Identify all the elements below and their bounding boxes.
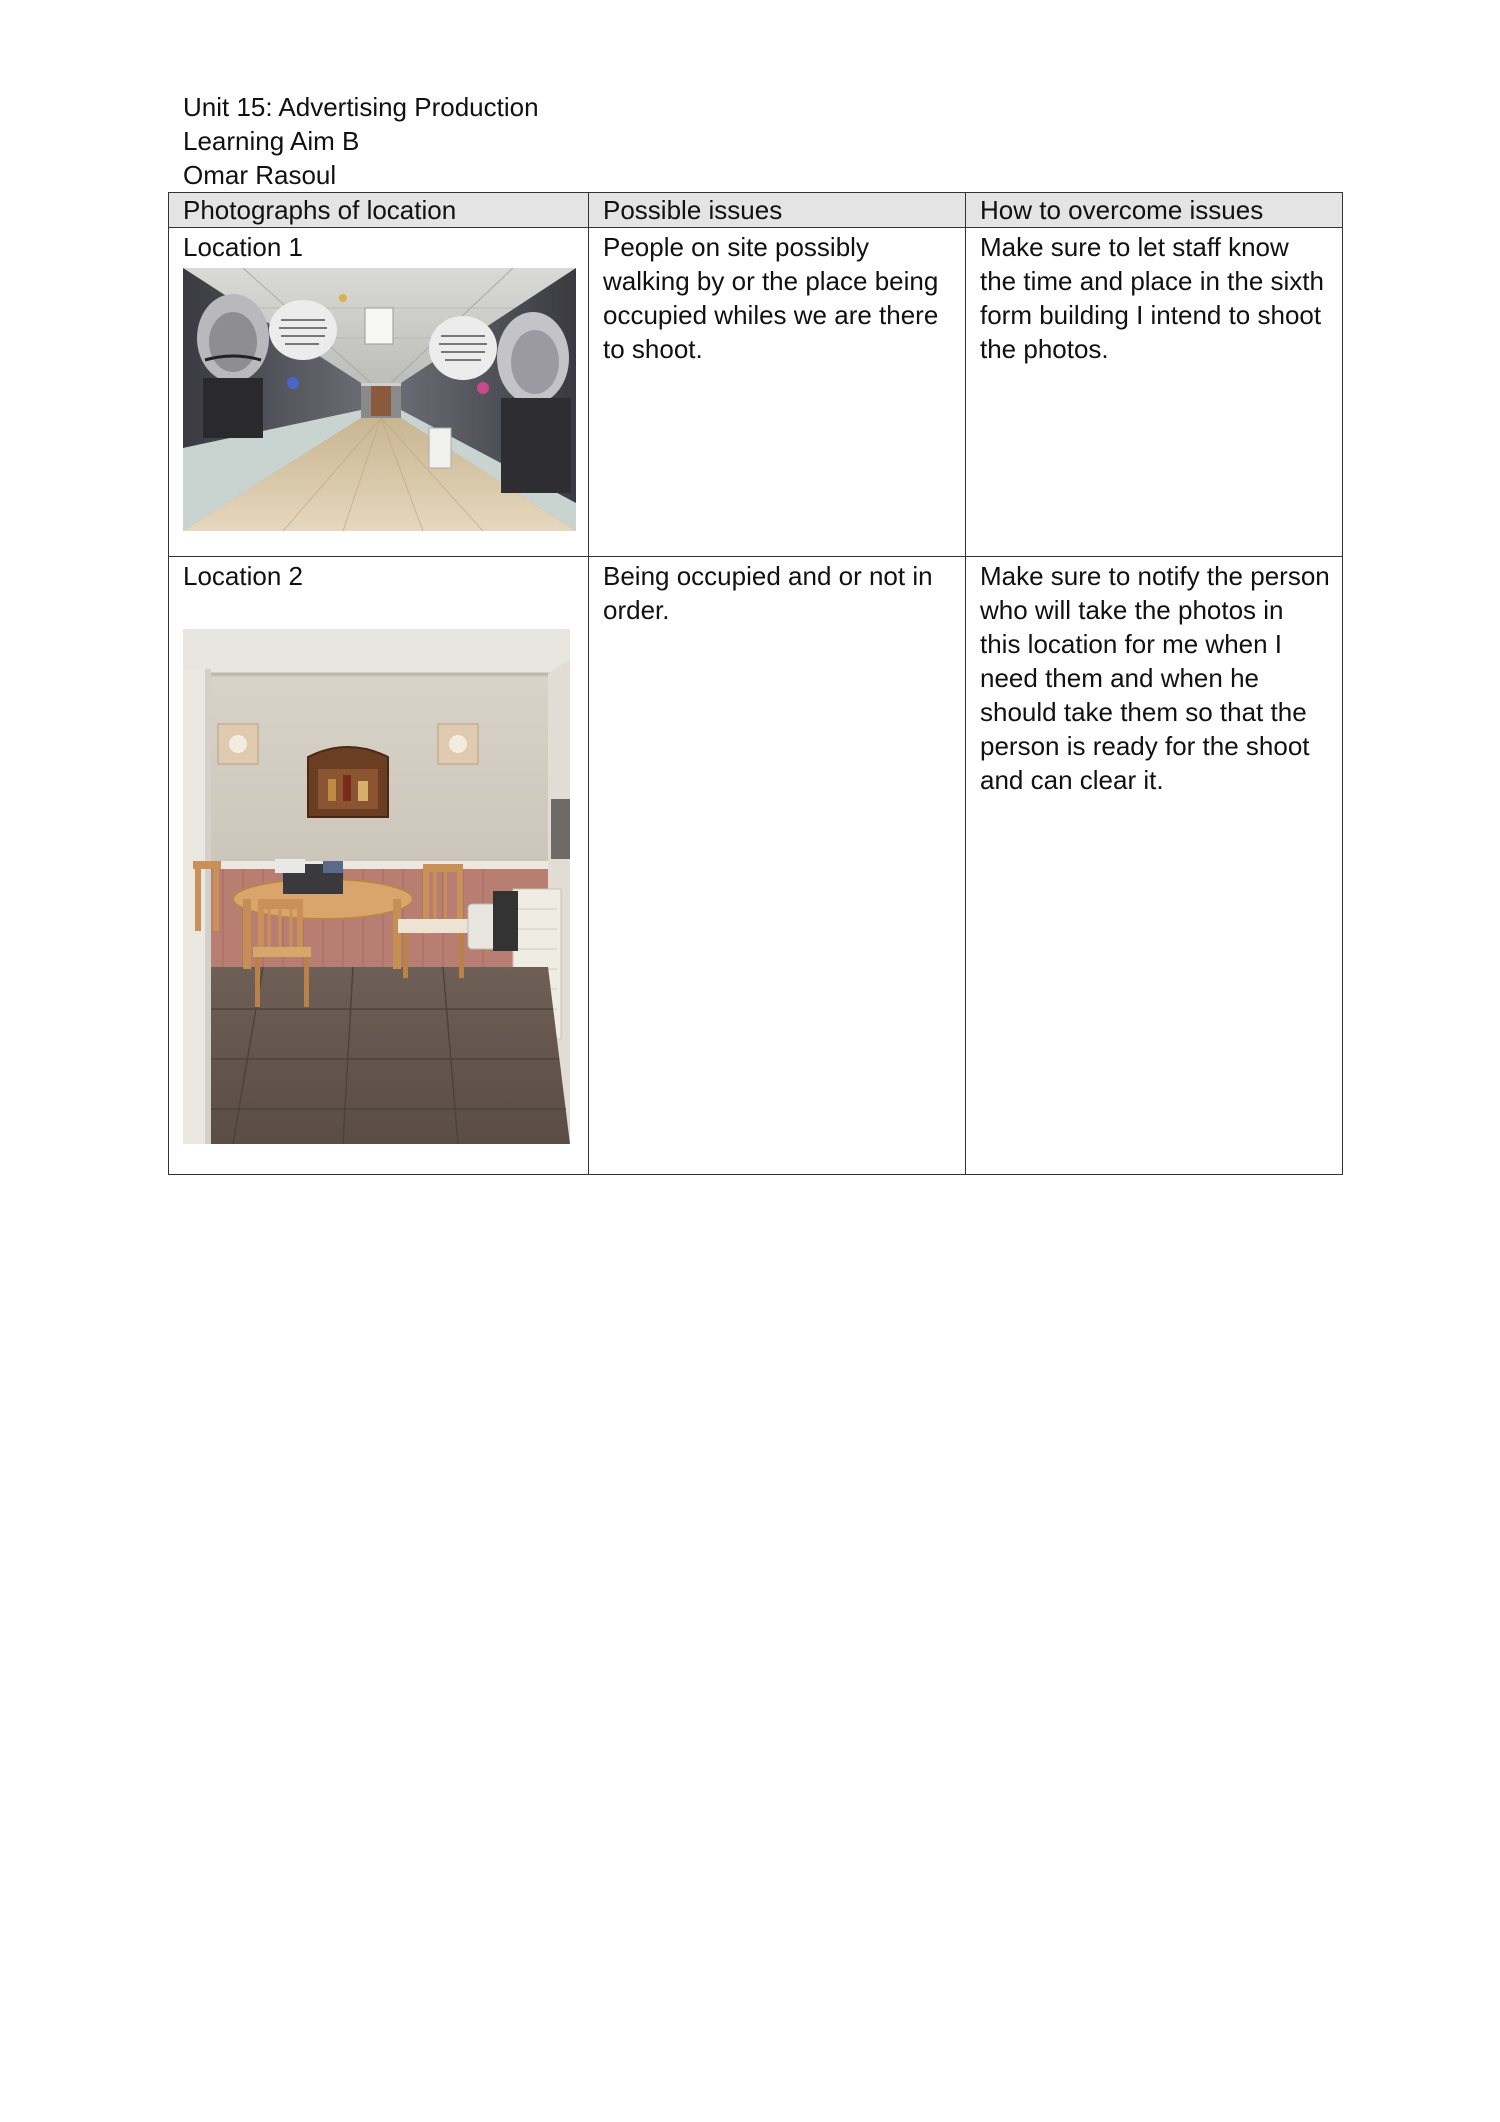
column-header-issues: Possible issues <box>589 193 966 228</box>
location-label: Location 1 <box>183 232 303 262</box>
photo-cell <box>169 228 589 557</box>
table-row <box>169 557 1343 1175</box>
dining-room-photo <box>183 629 570 1144</box>
location-table <box>168 192 1343 1175</box>
solution-cell: Make sure to let staff know the time and place in the sixth form building I intend to shoot the photos. <box>966 228 1343 557</box>
corridor-photo <box>183 268 576 531</box>
photo-cell <box>169 557 589 1175</box>
column-header-overcome: How to overcome issues <box>966 193 1343 228</box>
author-name: Omar Rasoul <box>183 160 337 190</box>
issue-cell: Being occupied and or not in order. <box>589 557 966 1175</box>
document-header <box>183 90 539 192</box>
learning-aim: Learning Aim B <box>183 126 360 156</box>
column-header-photographs: Photographs of location <box>169 193 589 228</box>
table-header-row <box>169 193 1343 228</box>
location-label: Location 2 <box>183 561 303 591</box>
solution-cell: Make sure to notify the person who will take the photos in this location for me when I need them and when he should take them so that the person is ready for the shoot and can clear it. <box>966 557 1343 1175</box>
issue-cell: People on site possibly walking by or the place being occupied whiles we are there to shoot. <box>589 228 966 557</box>
unit-title: Unit 15: Advertising Production <box>183 92 539 122</box>
table-row <box>169 228 1343 557</box>
